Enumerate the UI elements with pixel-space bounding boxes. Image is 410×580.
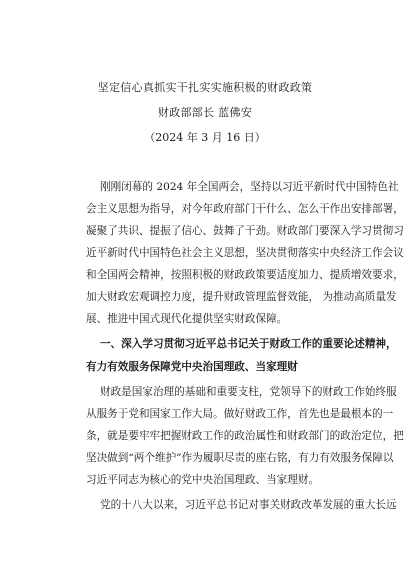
document-author: 财政部部长 蓝佛安 [157, 106, 253, 119]
paragraph-line: 习近平同志为核心的党中央治国理政、当家理财。 [86, 474, 320, 486]
section-heading: 有力有效服务保障党中央治国理政、当家理财 [86, 361, 298, 373]
paragraph-line: 坚决做到“两个维护”作为履职尽责的座右铭，有力有效服务保障以 [86, 452, 394, 464]
paragraph-line: 展、推进中国式现代化提供坚实财政保障。 [86, 313, 288, 325]
document-date: （2024 年 3 月 16 日） [144, 131, 266, 144]
section-heading: 一、深入学习贯彻习近平总书记关于财政工作的重要论述精神， [100, 338, 397, 350]
paragraph-line: 和全国两会精神，按照积极的财政政策要适度加力、提质增效要求， [86, 269, 404, 281]
document-title: 坚定信心真抓实干扎实实施积极的财政政策 [97, 81, 313, 94]
paragraph-line: 近平新时代中国特色社会主义思想，坚决贯彻落实中央经济工作会议 [86, 247, 404, 259]
paragraph-line: 条，就是要牢牢把握财政工作的政治属性和财政部门的政治定位，把 [86, 430, 404, 442]
paragraph-line: 财政是国家治理的基础和重要支柱，党领导下的财政工作始终服 [100, 386, 397, 398]
paragraph-line: 加大财政宏观调控力度，提升财政管理监督效能， 为推动高质量发 [86, 291, 397, 303]
paragraph-line: 刚刚闭幕的 2024 年全国两会，坚持以习近平新时代中国特色社 [100, 181, 399, 193]
paragraph-line: 会主义思想为指导，对今年政府部门干什么、怎么干作出安排部署， [86, 203, 404, 215]
paragraph-line: 党的十八大以来，习近平总书记对事关财政改革发展的重大长远 [100, 499, 397, 511]
paragraph-line: 凝聚了共识、提振了信心、鼓舞了干劲。财政部门要深入学习贯彻习 [86, 225, 404, 237]
paragraph-line: 从服务于党和国家工作大局。做好财政工作，首先也是最根本的一 [86, 408, 394, 420]
